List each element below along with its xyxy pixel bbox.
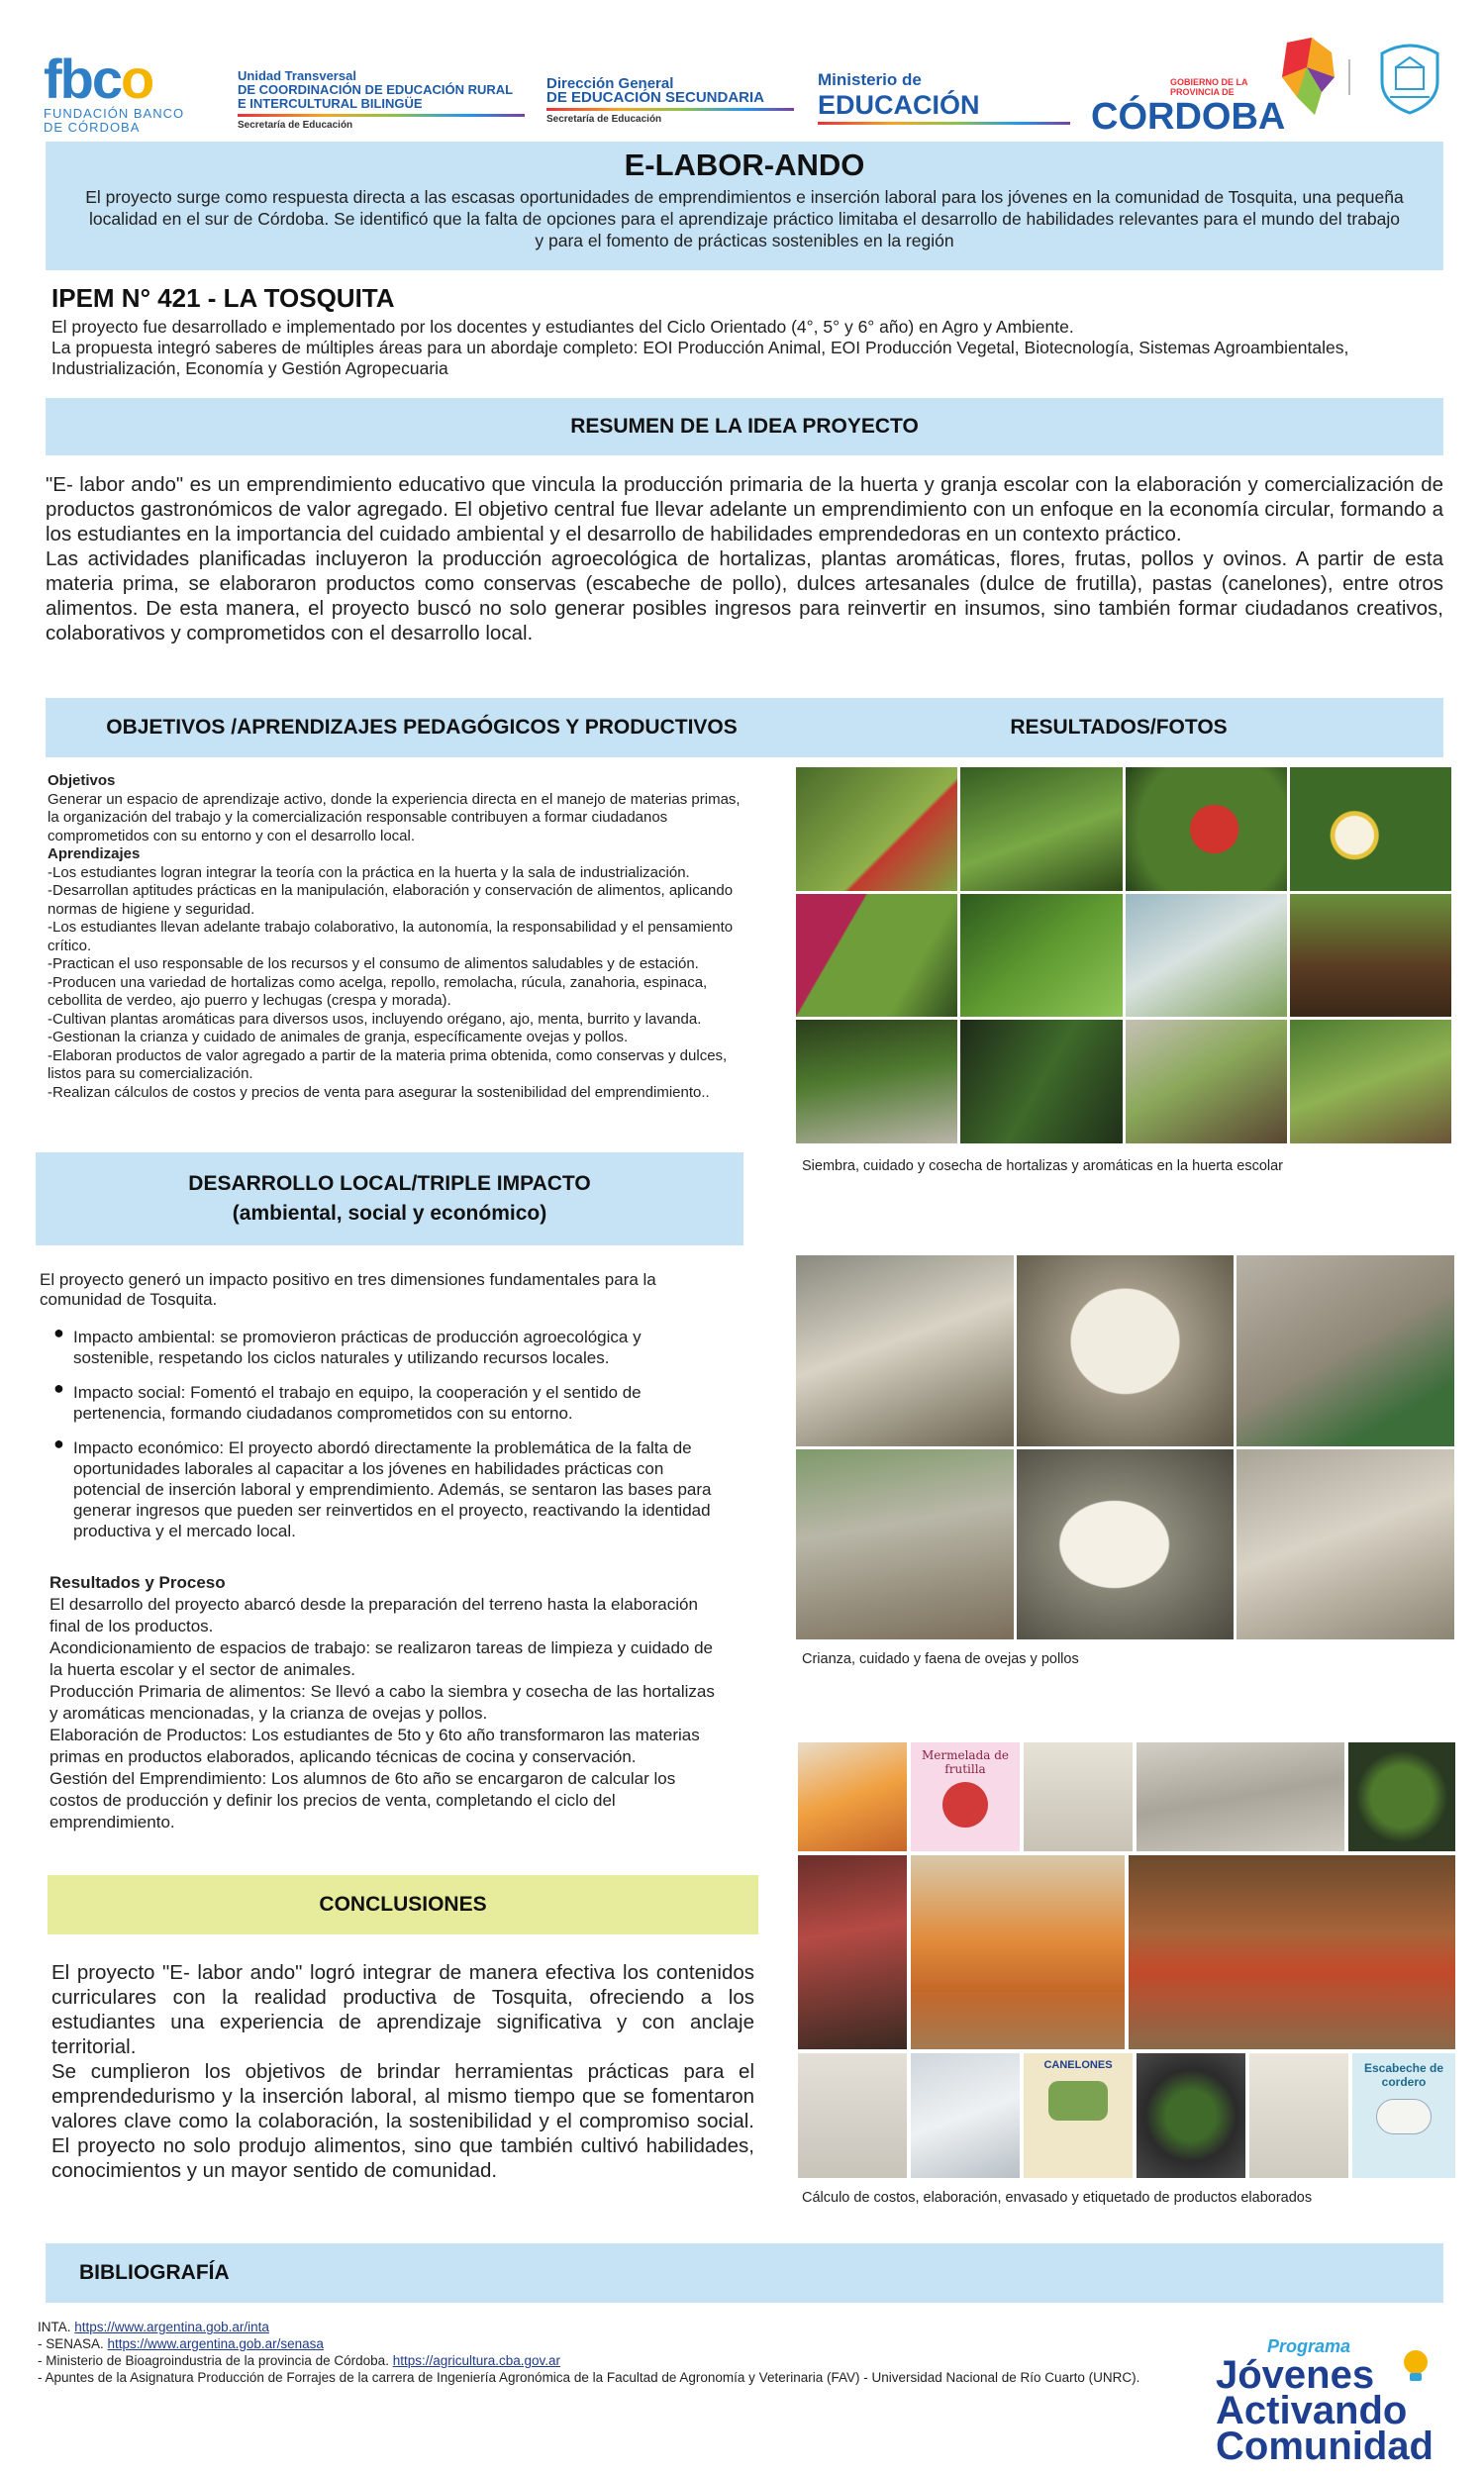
seedling-trays-photo xyxy=(796,1020,957,1143)
proceso-section xyxy=(49,1572,723,1833)
bib-entry: - Apuntes de la Asignatura Producción de Forrajes de la carrera de Ingeniería Agronómica de la Facultad de Agronomía y Veterinaria (FAV) - Universidad Nacional de Río Cuarto (UNRC). xyxy=(38,2370,1140,2385)
cooking-photo xyxy=(798,1855,907,2049)
seedlings-bottles-photo xyxy=(1126,894,1287,1018)
desarrollo-heading-line1: DESARROLLO LOCAL/TRIPLE IMPACTO xyxy=(188,1172,591,1195)
strawberry-flower-photo xyxy=(1290,767,1451,891)
lamb-closeup-photo xyxy=(1017,1449,1235,1640)
aprendizaje-item: -Realizan cálculos de costos y precios de venta para asegurar la sostenibilidad del emprendimiento.. xyxy=(48,1083,710,1101)
canelones-label-card xyxy=(1024,2053,1133,2178)
strawberry-photo xyxy=(796,767,957,891)
proceso-title: Resultados y Proceso xyxy=(49,1573,226,1592)
school-description xyxy=(51,317,1447,379)
dulce-label-text: Mermelada de frutilla xyxy=(921,1748,1010,1776)
resumen-heading: RESUMEN DE LA IDEA PROYECTO xyxy=(46,398,1443,455)
desarrollo-heading-line2: (ambiental, social y económico) xyxy=(232,1202,547,1225)
impact-item-social: ● Impacto social: Fomentó el trabajo en equipo, la cooperación y el sentido de pertenencia, formando ciudadanos comprometidos con su entorno. xyxy=(44,1382,717,1424)
objetivos-section xyxy=(48,772,752,1102)
recipe-notes-photo xyxy=(1024,1742,1133,1851)
ministerio-logo-line2: EDUCACIÓN xyxy=(818,90,980,120)
products-caption: Cálculo de costos, elaboración, envasado y etiquetado de productos elaborados xyxy=(802,2190,1313,2206)
resumen-paragraph-1: "E- labor ando" es un emprendimiento educativo que vincula la producción primaria de la huerta y granja escolar con la elaboración y comercialización de productos gastronómicos de valor agregado. El objetivo central fue llevar adelante un emprendimiento con un enfoque en la economía circular, formando a los estudiantes en la importancia del cuidado ambiental y el desarrollo de habilidades emprendedoras en un contexto práctico. xyxy=(46,473,1443,545)
impact-item-ambiental: ● Impacto ambiental: se promovieron prácticas de producción agroecológica y sostenible, respetando los ciclos naturales y utilizando recursos locales. xyxy=(44,1327,717,1368)
fbco-logo xyxy=(44,48,192,141)
jac-logo-line1: Programa xyxy=(1267,2336,1351,2356)
direccion-logo-line1: Dirección General xyxy=(546,75,674,92)
school-name: IPEM N° 421 - LA TOSQUITA xyxy=(51,283,395,313)
bib-link-inta[interactable]: https://www.argentina.gob.ar/inta xyxy=(74,2320,269,2334)
aprendizaje-item: -Practican el uso responsable de los recursos y el consumo de alimentos saludables y de estación. xyxy=(48,955,699,972)
soil-planting-photo xyxy=(1290,894,1451,1018)
header-intro: El proyecto surge como respuesta directa a las escasas oportunidades de emprendimientos e inserción laboral para los jóvenes en la comunidad de Tosquita, una pequeña localidad en el sur de Córdoba. Se identificó que la falta de opciones para el aprendizaje práctico limitaba el desarrollo de habilidades relevantes para el mundo del trabajo y para el fomento de prácticas sostenibles en la región xyxy=(85,187,1404,250)
animals-photo-grid xyxy=(796,1255,1454,1639)
canelones-tray-photo xyxy=(911,2053,1020,2178)
animals-caption: Crianza, cuidado y faena de ovejas y pollos xyxy=(802,1651,1079,1667)
proceso-line: Elaboración de Productos: Los estudiantes de 5to y 6to año transformaron las materias primas en productos elaborados, aplicando técnicas de cocina y conservación. xyxy=(49,1726,700,1766)
jac-logo-line2: Jóvenes xyxy=(1216,2353,1375,2397)
aprendizaje-item: -Los estudiantes llevan adelante trabajo colaborativo, la autonomía, la responsabilidad y el pensamiento crítico. xyxy=(48,919,734,954)
products-photo-collage xyxy=(798,1742,1455,2178)
lightbulb-icon xyxy=(1396,2346,1435,2386)
cordoba-map-icon xyxy=(1277,38,1336,117)
planting-hands-photo xyxy=(960,1020,1122,1143)
herbs-pot-photo xyxy=(1348,1742,1455,1851)
escabeche-label-text: Escabeche de cordero xyxy=(1363,2061,1444,2089)
cordoba-logo xyxy=(1091,77,1286,138)
unidad-logo-line3: E INTERCULTURAL BILINGÜE xyxy=(238,96,423,111)
cordoba-logo-top: GOBIERNO DE LA PROVINCIA DE xyxy=(1170,77,1248,97)
aprendizajes-subtitle: Aprendizajes xyxy=(48,845,141,862)
proceso-line: El desarrollo del proyecto abarcó desde la preparación del terreno hasta la elaboración final de los productos. xyxy=(49,1595,698,1635)
flock-photo xyxy=(1237,1449,1454,1640)
desarrollo-intro: El proyecto generó un impacto positivo en tres dimensiones fundamentales para la comunidad de Tosquita. xyxy=(40,1270,656,1309)
impact-item-economico: ● Impacto económico: El proyecto abordó directamente la problemática de la falta de oportunidades laborales al capacitar a los jóvenes en habilidades prácticas con potencial de inserción laboral y emprendimiento. Además, se sentaron las bases para generar ingresos que pueden ser reinvertidos en el proyecto, reactivando la identidad productiva y el mercado local. xyxy=(44,1437,717,1541)
aprendizaje-item: -Desarrollan aptitudes prácticas en la manipulación, elaboración y conservación de alimentos, aplicando normas de higiene y seguridad. xyxy=(48,882,734,918)
fbco-logo-line2: DE CÓRDOBA xyxy=(44,120,141,135)
objetivos-subtitle: Objetivos xyxy=(48,772,116,789)
sheep-shearing-photo xyxy=(1237,1255,1454,1446)
jac-logo-line3: Activando xyxy=(1216,2389,1408,2432)
school-line2: La propuesta integró saberes de múltiples áreas para un abordaje completo: EOI Producción Animal, EOI Producción Vegetal, Biotecnología, Sistemas Agroambientales, Industrialización, Economía y Gestión Agropecuaria xyxy=(51,338,1349,378)
pot-cooking-photo xyxy=(1137,2053,1245,2178)
strawberry-icon xyxy=(942,1782,988,1828)
huerta-photo-grid xyxy=(796,767,1451,1143)
spinach-photo xyxy=(960,894,1122,1018)
ministerio-educacion-logo xyxy=(818,69,1070,128)
sheep-pen-photo xyxy=(796,1255,1014,1446)
objetivos-heading: OBJETIVOS /APRENDIZAJES PEDAGÓGICOS Y PRODUCTIVOS xyxy=(46,698,798,757)
conclusiones-heading: CONCLUSIONES xyxy=(48,1875,758,1934)
chickens-feeding-photo xyxy=(796,1449,1014,1640)
sheep-icon xyxy=(1376,2099,1432,2134)
conclusiones-paragraph-2: Se cumplieron los objetivos de brindar herramientas prácticas para el emprendedurismo y la inserción laboral, al mismo tiempo que se fomentaron valores clave como la colaboración, la sostenibilidad y el compromiso social. El proyecto no solo produjo alimentos, sino que también cultivó habilidades, conocimientos y un mayor sentido de comunidad. xyxy=(51,2060,754,2182)
escabeche-plate-photo xyxy=(798,1742,907,1851)
conclusiones-text xyxy=(51,1960,754,2183)
aprendizaje-item: -Cultivan plantas aromáticas para diversos usos, incluyendo orégano, ajo, menta, burrito y lavanda. xyxy=(48,1010,702,1028)
bib-entry: - Ministerio de Bioagroindustria de la provincia de Córdoba. https://agricultura.cba.gov.ar xyxy=(38,2353,561,2368)
aprendizaje-item: -Los estudiantes logran integrar la teoría con la práctica en la huerta y la sala de industrialización. xyxy=(48,863,690,881)
objetivos-text: Generar un espacio de aprendizaje activo, donde la experiencia directa en el manejo de materias primas, la organización del trabajo y la comercialización responsable contribuyen a formar ciudadanos comprometidos con su entorno y con el desarrollo local. xyxy=(48,790,741,844)
leafy-greens-photo xyxy=(960,767,1122,891)
proceso-line: Gestión del Emprendimiento: Los alumnos de 6to año se encargaron de calcular los costos de producción y definir los precios de venta, completando el ciclo del emprendimiento. xyxy=(49,1769,676,1832)
cost-sheet-photo xyxy=(798,2053,907,2178)
transplant-photo xyxy=(1126,1020,1287,1143)
page-title: E-LABOR-ANDO xyxy=(624,148,865,182)
unidad-logo-line1: Unidad Transversal xyxy=(238,68,356,83)
lambs-photo xyxy=(1017,1255,1235,1446)
dulce-label-card xyxy=(911,1742,1020,1851)
direccion-logo-sub: Secretaría de Educación xyxy=(546,114,662,125)
direccion-secundaria-logo xyxy=(546,77,794,125)
aprendizaje-item: -Producen una variedad de hortalizas como acelga, repollo, remolacha, rúcula, zanahoria, espinaca, cebollita de verdeo, ajo puerro y lechugas (crespa y morada). xyxy=(48,973,708,1009)
resultados-heading: RESULTADOS/FOTOS xyxy=(794,698,1443,757)
canelones-label-text: CANELONES xyxy=(1043,2059,1113,2071)
desarrollo-heading xyxy=(36,1152,743,1245)
ministerio-logo-line1: Ministerio de xyxy=(818,70,922,89)
escabeche-jars-photo xyxy=(911,1855,1125,2049)
bib-entry: - SENASA. https://www.argentina.gob.ar/senasa xyxy=(38,2336,324,2351)
garden-bed-photo xyxy=(1290,1020,1451,1143)
proceso-line: Producción Primaria de alimentos: Se llevó a cabo la siembra y cosecha de las hortalizas y aromáticas mencionadas, y la crianza de ovejas y pollos. xyxy=(49,1682,715,1723)
proceso-line: Acondicionamiento de espacios de trabajo: se realizaron tareas de limpieza y cuidado de la huerta escolar y el sector de animales. xyxy=(49,1638,714,1679)
beet-chard-photo xyxy=(796,894,957,1018)
fbco-logo-word: fbco xyxy=(44,48,153,110)
cordoba-logo-word: CÓRDOBA xyxy=(1091,96,1286,138)
strawberry-hands-photo xyxy=(1126,767,1287,891)
fbco-logo-line1: FUNDACIÓN BANCO xyxy=(44,106,185,121)
unidad-transversal-logo xyxy=(238,69,525,131)
canelones-icon xyxy=(1048,2081,1108,2121)
bottles-jars-photo xyxy=(1129,1855,1455,2049)
jac-logo-line4: Comunidad xyxy=(1216,2425,1434,2468)
resumen-text xyxy=(46,472,1443,645)
bibliografia-heading: BIBLIOGRAFÍA xyxy=(46,2243,1443,2303)
aprendizaje-item: -Gestionan la crianza y cuidado de animales de granja, específicamente ovejas y pollos. xyxy=(48,1029,629,1045)
direccion-logo-line2: DE EDUCACIÓN SECUNDARIA xyxy=(546,89,765,106)
price-sheet-photo xyxy=(1249,2053,1348,2178)
bib-entry: INTA. https://www.argentina.gob.ar/inta xyxy=(38,2320,269,2334)
huerta-caption: Siembra, cuidado y cosecha de hortalizas y aromáticas en la huerta escolar xyxy=(802,1158,1284,1174)
escabeche-label-card xyxy=(1352,2053,1455,2178)
conclusiones-paragraph-1: El proyecto "E- labor ando" logró integrar de manera efectiva los contenidos curriculares con la realidad productiva de Tosquita, ofreciendo a los estudiantes una experiencia de aprendizaje significativa y con anclaje territorial. xyxy=(51,1961,754,2058)
school-line1: El proyecto fue desarrollado e implementado por los docentes y estudiantes del Ciclo Orientado (4°, 5° y 6° año) en Agro y Ambiente. xyxy=(51,317,1074,337)
bib-link-agricultura[interactable]: https://agricultura.cba.gov.ar xyxy=(392,2353,561,2368)
aprendizaje-item: -Elaboran productos de valor agregado a partir de la materia prima obtenida, como conservas y dulces, listos para su comercialización. xyxy=(48,1046,728,1082)
baking-dish-photo xyxy=(1137,1742,1344,1851)
municipal-crest-icon xyxy=(1374,40,1445,115)
bibliografia-list xyxy=(38,2319,1139,2386)
bib-link-senasa[interactable]: https://www.argentina.gob.ar/senasa xyxy=(107,2336,324,2351)
unidad-logo-line2: DE COORDINACIÓN DE EDUCACIÓN RURAL xyxy=(238,82,514,97)
resumen-paragraph-2: Las actividades planificadas incluyeron la producción agroecológica de hortalizas, plantas aromáticas, flores, frutas, pollos y ovinos. A partir de esta materia prima, se elaboraron productos como conservas (escabeche de pollo), dulces artesanales (dulce de frutilla), pastas (canelones), entre otros alimentos. De esta manera, el proyecto buscó no solo generar posibles ingresos para reinvertir en insumos, sino también formar ciudadanos creativos, colaborativos y comprometidos con el desarrollo local. xyxy=(46,547,1443,644)
impact-list xyxy=(44,1327,717,1555)
unidad-logo-sub: Secretaría de Educación xyxy=(238,120,353,131)
header-band xyxy=(46,142,1443,270)
